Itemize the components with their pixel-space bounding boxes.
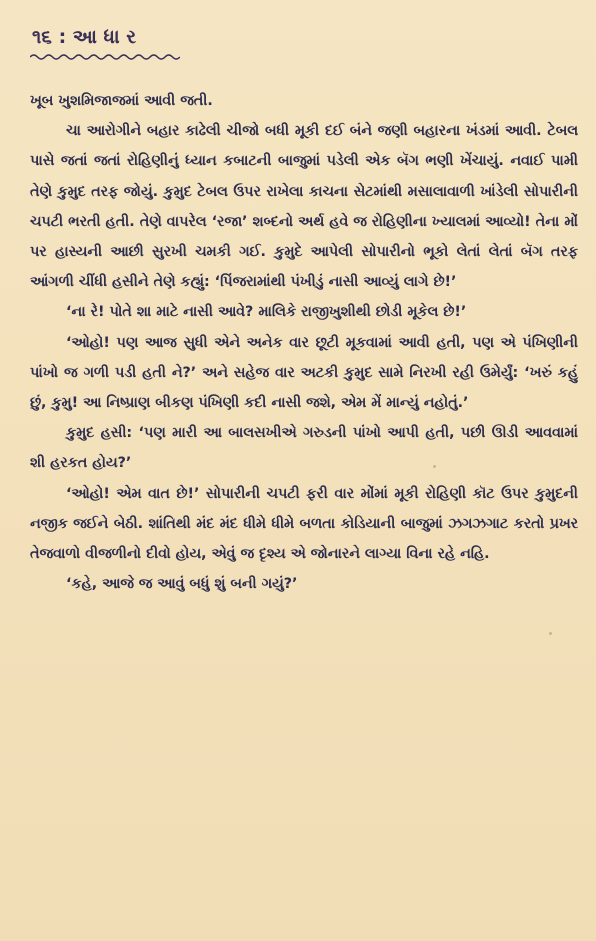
paragraph: ‘કહે, આજે જ આવું બધું શું બની ગયું?’ (66, 576, 298, 593)
paragraph: ‘ઓહો! પણ આજ સુધી એને અનેક વાર છૂટી મૂકવામાં આવી હતી, પણ એ પંખિણીની પાંખો જ ગળી પડી હતી ને?’ અને સહેજ વાર અટકી કુમુદ સામે નિરખી રહી ઉમેર્યું: ‘ખરું કહું છું, કુમુ! આ નિષ્પ્રાણ બીકણ પંખિણી કદી નાસી જશે, એમ મેં માન્યું નહોતું.’ (30, 334, 578, 412)
paragraph: ખૂબ ખુશમિજાજમાં આવી જતી. (30, 93, 213, 109)
paper-speck (433, 465, 436, 468)
page-heading: ૧૬ : આ ધા ર (32, 26, 137, 48)
body-text (30, 86, 578, 599)
paper-speck (549, 632, 552, 635)
paragraph: ચા આરોગીને બહાર કાઢેલી ચીજો બધી મૂકી દઈ બંને જણી બહારના ખંડમાં આવી. ટેબલ પાસે જતાં જતાં રોહિણીનું ધ્યાન કબાટની બાજુમાં પડેલી એક બૅગ ભણી ખેંચાયું. નવાઈ પામી તેણે કુમુદ તરફ જોયું. કુમુદ ટેબલ ઉપર રાખેલા કાચના સેટમાંથી મસાલાવાળી ખાંડેલી સોપારીની ચપટી ભરતી હતી. તેણે વાપરેલ ‘રજા’ શબ્દનો અર્થ હવે જ રોહિણીના ખ્યાલમાં આવ્યો! તેના મોં પર હાસ્યની આછી સુરખી ચમકી ગઈ. કુમુદે આપેલી સોપારીનો ભૂકો લેતાં લેતાં બૅગ તરફ આંગળી ચીંધી હસીને તેણે કહ્યું: ‘પિંજરામાંથી પંખીડું નાસી આવ્યું લાગે છે!’ (30, 123, 578, 291)
paragraph: કુમુદ હસી: ‘પણ મારી આ બાલસખીએ ગરુડની પાંખો આપી હતી, પછી ઊડી આવવામાં શી હરકત હોય?’ (30, 425, 578, 472)
paragraph: ‘ના રે! પોતે શા માટે નાસી આવે? માલિકે રાજીખુશીથી છોડી મૂકેલ છે!’ (66, 304, 467, 321)
paragraph: ‘ઓહો! એમ વાત છે!’ સોપારીની ચપટી ફરી વાર મોંમાં મૂકી રોહિણી કૉટ ઉપર કુમુદની નજીક જઈને બેઠી. શાંતિથી મંદ મંદ ધીમે ધીમે બળતા કોડિયાની બાજુમાં ઝગઝગાટ કરતો પ્રખર તેજવાળો વીજળીનો દીવો હોય, એવું જ દૃશ્ય એ જોનારને લાગ્યા વિના રહે નહિ. (30, 485, 578, 563)
wavy-underline-ornament (30, 52, 180, 62)
